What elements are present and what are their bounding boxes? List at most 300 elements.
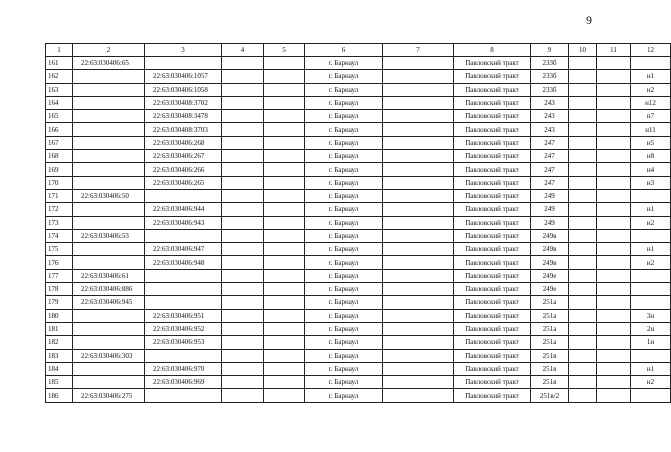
- table-cell: [569, 70, 597, 83]
- table-cell: 22:63:030406:943: [145, 216, 222, 229]
- table-cell: [222, 309, 264, 322]
- table-row: [46, 123, 671, 136]
- table-row: [46, 96, 671, 109]
- table-cell: [222, 349, 264, 362]
- table-cell: 181: [46, 322, 73, 335]
- table-header-row: [46, 44, 671, 57]
- table-row: [46, 283, 671, 296]
- table-row: [46, 243, 671, 256]
- table-row: [46, 189, 671, 202]
- table-cell: [145, 389, 222, 402]
- table-row: [46, 309, 671, 322]
- table-cell: [597, 322, 631, 335]
- table-cell: 22:63:030406:953: [145, 336, 222, 349]
- table-cell: 183: [46, 349, 73, 362]
- table-row: [46, 389, 671, 402]
- table-cell: 166: [46, 123, 73, 136]
- table-cell: н11: [631, 123, 671, 136]
- table-cell: [631, 349, 671, 362]
- table-cell: 174: [46, 229, 73, 242]
- table-cell: [383, 96, 454, 109]
- table-cell: 251в: [531, 362, 569, 375]
- table-cell: [569, 83, 597, 96]
- table-cell: [222, 96, 264, 109]
- table-cell: [569, 216, 597, 229]
- table-cell: [264, 243, 305, 256]
- table-cell: 251в: [531, 349, 569, 362]
- table-cell: 22:63:030406:275: [73, 389, 145, 402]
- table-cell: Павловский тракт: [454, 123, 531, 136]
- table-cell: [222, 389, 264, 402]
- table-cell: Павловский тракт: [454, 243, 531, 256]
- table-cell: [264, 256, 305, 269]
- table-cell: [569, 123, 597, 136]
- table-cell: н8: [631, 150, 671, 163]
- table-cell: [145, 349, 222, 362]
- table-cell: 170: [46, 176, 73, 189]
- table-cell: [383, 322, 454, 335]
- table-cell: г. Барнаул: [305, 203, 383, 216]
- table-cell: г. Барнаул: [305, 176, 383, 189]
- table-cell: 22:63:030406:303: [73, 349, 145, 362]
- table-cell: [73, 176, 145, 189]
- table-cell: Павловский тракт: [454, 322, 531, 335]
- table-cell: 22:63:030406:886: [73, 283, 145, 296]
- table-cell: 182: [46, 336, 73, 349]
- table-cell: 165: [46, 110, 73, 123]
- page-number: 9: [586, 13, 592, 27]
- table-cell: [264, 229, 305, 242]
- table-cell: [222, 229, 264, 242]
- table-cell: 176: [46, 256, 73, 269]
- table-cell: Павловский тракт: [454, 309, 531, 322]
- table-cell: 243: [531, 96, 569, 109]
- table-cell: [264, 123, 305, 136]
- table-cell: [264, 150, 305, 163]
- table-cell: 233б: [531, 70, 569, 83]
- table-cell: [597, 70, 631, 83]
- table-cell: [264, 203, 305, 216]
- table-cell: 251а: [531, 296, 569, 309]
- table-cell: [73, 336, 145, 349]
- table-cell: г. Барнаул: [305, 243, 383, 256]
- table-cell: Павловский тракт: [454, 83, 531, 96]
- table-cell: [383, 349, 454, 362]
- table-cell: [569, 229, 597, 242]
- table-cell: н12: [631, 96, 671, 109]
- column-header: 9: [531, 44, 569, 57]
- table-cell: 22:63:030408:3702: [145, 96, 222, 109]
- table-cell: г. Барнаул: [305, 96, 383, 109]
- table-cell: [73, 136, 145, 149]
- table-cell: 2н: [631, 322, 671, 335]
- table-cell: [222, 163, 264, 176]
- table-cell: 186: [46, 389, 73, 402]
- table-cell: 163: [46, 83, 73, 96]
- table-cell: г. Барнаул: [305, 150, 383, 163]
- table-cell: 251в: [531, 376, 569, 389]
- table-cell: 180: [46, 309, 73, 322]
- table-cell: [383, 123, 454, 136]
- table-cell: н3: [631, 176, 671, 189]
- table-cell: 22:63:030406:948: [145, 256, 222, 269]
- table-cell: г. Барнаул: [305, 362, 383, 375]
- table-cell: 22:63:030408:3478: [145, 110, 222, 123]
- table-cell: [264, 83, 305, 96]
- table-cell: [597, 309, 631, 322]
- table-cell: [597, 110, 631, 123]
- table-cell: н2: [631, 216, 671, 229]
- table-cell: 1н: [631, 336, 671, 349]
- table-cell: [145, 189, 222, 202]
- table-cell: [383, 309, 454, 322]
- table-cell: [383, 189, 454, 202]
- table-cell: [73, 362, 145, 375]
- table-cell: [383, 83, 454, 96]
- table-cell: [264, 336, 305, 349]
- table-cell: г. Барнаул: [305, 110, 383, 123]
- table-cell: [569, 376, 597, 389]
- table-row: [46, 176, 671, 189]
- table-cell: [597, 189, 631, 202]
- table-cell: г. Барнаул: [305, 309, 383, 322]
- table-cell: [383, 296, 454, 309]
- table-cell: 249в: [531, 243, 569, 256]
- table-cell: [569, 57, 597, 70]
- table-cell: [73, 70, 145, 83]
- table-cell: 22:63:030406:970: [145, 362, 222, 375]
- table-cell: Павловский тракт: [454, 110, 531, 123]
- table-cell: [264, 376, 305, 389]
- table-cell: [383, 376, 454, 389]
- table-cell: [264, 57, 305, 70]
- table-cell: 164: [46, 96, 73, 109]
- table-cell: [597, 163, 631, 176]
- column-header: 4: [222, 44, 264, 57]
- table-cell: 249: [531, 203, 569, 216]
- table-cell: 175: [46, 243, 73, 256]
- table-cell: Павловский тракт: [454, 96, 531, 109]
- table-cell: [383, 110, 454, 123]
- table-cell: [597, 57, 631, 70]
- table-cell: 249: [531, 189, 569, 202]
- table-row: [46, 296, 671, 309]
- table-cell: 171: [46, 189, 73, 202]
- table-cell: [597, 123, 631, 136]
- table-cell: [569, 362, 597, 375]
- table-cell: 179: [46, 296, 73, 309]
- table-cell: [73, 110, 145, 123]
- table-cell: г. Барнаул: [305, 216, 383, 229]
- table-cell: [222, 150, 264, 163]
- table-cell: [383, 163, 454, 176]
- table-cell: [222, 176, 264, 189]
- table-cell: [222, 376, 264, 389]
- column-header: 8: [454, 44, 531, 57]
- table-cell: Павловский тракт: [454, 349, 531, 362]
- table-cell: [597, 203, 631, 216]
- table-cell: н2: [631, 256, 671, 269]
- table-cell: н7: [631, 110, 671, 123]
- table-cell: [145, 57, 222, 70]
- table-row: [46, 322, 671, 335]
- table-cell: [383, 70, 454, 83]
- table-cell: 173: [46, 216, 73, 229]
- table-cell: [569, 269, 597, 282]
- table-row: [46, 216, 671, 229]
- table-cell: [569, 243, 597, 256]
- table-cell: [597, 376, 631, 389]
- table-cell: [222, 216, 264, 229]
- table-cell: 22:63:030406:266: [145, 163, 222, 176]
- table-cell: [569, 336, 597, 349]
- table-cell: Павловский тракт: [454, 296, 531, 309]
- table-cell: [264, 163, 305, 176]
- table-cell: 177: [46, 269, 73, 282]
- table-cell: 22:63:030406:265: [145, 176, 222, 189]
- table-cell: [631, 296, 671, 309]
- table-cell: [383, 57, 454, 70]
- table-cell: [631, 283, 671, 296]
- table-cell: Павловский тракт: [454, 150, 531, 163]
- table-cell: Павловский тракт: [454, 216, 531, 229]
- table-cell: 169: [46, 163, 73, 176]
- table-cell: 249: [531, 216, 569, 229]
- table-cell: [222, 70, 264, 83]
- table-cell: [631, 389, 671, 402]
- table-cell: 249е: [531, 283, 569, 296]
- table-cell: Павловский тракт: [454, 57, 531, 70]
- column-header: 7: [383, 44, 454, 57]
- table-cell: [597, 229, 631, 242]
- table-cell: 172: [46, 203, 73, 216]
- table-cell: [73, 309, 145, 322]
- table-cell: [569, 389, 597, 402]
- table-cell: Павловский тракт: [454, 70, 531, 83]
- table-cell: 22:63:030406:50: [73, 189, 145, 202]
- table-cell: 247: [531, 136, 569, 149]
- table-row: [46, 57, 671, 70]
- table-cell: [264, 362, 305, 375]
- table-cell: 22:63:030406:65: [73, 57, 145, 70]
- table-cell: 243: [531, 110, 569, 123]
- table-cell: г. Барнаул: [305, 389, 383, 402]
- table-cell: 162: [46, 70, 73, 83]
- table-cell: [383, 362, 454, 375]
- table-cell: [73, 123, 145, 136]
- table-cell: [597, 336, 631, 349]
- table-cell: [264, 189, 305, 202]
- table-cell: Павловский тракт: [454, 283, 531, 296]
- table-cell: [145, 229, 222, 242]
- table-cell: 251а: [531, 336, 569, 349]
- table-cell: [73, 216, 145, 229]
- table-row: [46, 256, 671, 269]
- table-cell: [383, 229, 454, 242]
- table-cell: г. Барнаул: [305, 322, 383, 335]
- table-cell: [222, 123, 264, 136]
- table-cell: [264, 389, 305, 402]
- table-cell: [222, 136, 264, 149]
- table-cell: [222, 243, 264, 256]
- column-header: 5: [264, 44, 305, 57]
- column-header: 11: [597, 44, 631, 57]
- table-cell: [597, 83, 631, 96]
- table-cell: Павловский тракт: [454, 376, 531, 389]
- table-cell: 233б: [531, 57, 569, 70]
- table-cell: 22:63:030406:268: [145, 136, 222, 149]
- table-cell: 22:63:030406:945: [73, 296, 145, 309]
- table-cell: [597, 389, 631, 402]
- table-cell: 247: [531, 163, 569, 176]
- table-cell: 161: [46, 57, 73, 70]
- table-cell: н2: [631, 376, 671, 389]
- table-cell: г. Барнаул: [305, 349, 383, 362]
- table-cell: 22:63:030406:952: [145, 322, 222, 335]
- table-cell: г. Барнаул: [305, 296, 383, 309]
- table-cell: 22:63:030406:61: [73, 269, 145, 282]
- table-row: [46, 136, 671, 149]
- table-cell: [264, 176, 305, 189]
- table-cell: [569, 110, 597, 123]
- table-cell: 22:63:030406:1058: [145, 83, 222, 96]
- table-cell: [73, 83, 145, 96]
- table-row: [46, 229, 671, 242]
- table-cell: г. Барнаул: [305, 123, 383, 136]
- table-cell: [597, 96, 631, 109]
- table-row: [46, 150, 671, 163]
- property-registry-table: [45, 43, 671, 403]
- table-cell: Павловский тракт: [454, 189, 531, 202]
- table-cell: 22:63:030406:944: [145, 203, 222, 216]
- table-cell: г. Барнаул: [305, 83, 383, 96]
- column-header: 1: [46, 44, 73, 57]
- table-cell: 22:63:030408:3703: [145, 123, 222, 136]
- column-header: 12: [631, 44, 671, 57]
- table-cell: н1: [631, 70, 671, 83]
- table-row: [46, 70, 671, 83]
- table-cell: [145, 269, 222, 282]
- table-row: [46, 336, 671, 349]
- table-cell: [145, 296, 222, 309]
- table-cell: г. Барнаул: [305, 189, 383, 202]
- table-cell: [597, 243, 631, 256]
- table-cell: 249в: [531, 229, 569, 242]
- table-cell: 249е: [531, 269, 569, 282]
- column-header: 6: [305, 44, 383, 57]
- table-cell: [264, 322, 305, 335]
- table-row: [46, 349, 671, 362]
- table-cell: [569, 150, 597, 163]
- table-cell: 167: [46, 136, 73, 149]
- table-cell: [383, 283, 454, 296]
- table-cell: [145, 283, 222, 296]
- table-cell: 22:63:030406:947: [145, 243, 222, 256]
- table-cell: 22:63:030406:969: [145, 376, 222, 389]
- table-cell: г. Барнаул: [305, 269, 383, 282]
- table-cell: [569, 163, 597, 176]
- table-cell: Павловский тракт: [454, 229, 531, 242]
- table-cell: н2: [631, 83, 671, 96]
- table-cell: [383, 150, 454, 163]
- column-header: 10: [569, 44, 597, 57]
- table-row: [46, 110, 671, 123]
- table-cell: [73, 203, 145, 216]
- table-cell: [264, 349, 305, 362]
- table-cell: [73, 243, 145, 256]
- table-cell: 249в: [531, 256, 569, 269]
- table-cell: Павловский тракт: [454, 176, 531, 189]
- table-cell: [597, 362, 631, 375]
- table-cell: г. Барнаул: [305, 283, 383, 296]
- table-row: [46, 269, 671, 282]
- table-cell: [264, 216, 305, 229]
- table-cell: [597, 296, 631, 309]
- table-row: [46, 83, 671, 96]
- table-cell: 22:63:030406:267: [145, 150, 222, 163]
- table-cell: [222, 269, 264, 282]
- table-cell: н1: [631, 243, 671, 256]
- table-cell: [569, 189, 597, 202]
- table-cell: н1: [631, 362, 671, 375]
- table-cell: н5: [631, 136, 671, 149]
- table-cell: [383, 389, 454, 402]
- table-cell: [383, 176, 454, 189]
- table-cell: 3н: [631, 309, 671, 322]
- table-cell: [73, 163, 145, 176]
- table-cell: г. Барнаул: [305, 70, 383, 83]
- table-cell: 251а: [531, 309, 569, 322]
- table-cell: [222, 203, 264, 216]
- table-cell: г. Барнаул: [305, 336, 383, 349]
- table-cell: Павловский тракт: [454, 269, 531, 282]
- table-cell: [569, 176, 597, 189]
- table-cell: [222, 256, 264, 269]
- table-cell: г. Барнаул: [305, 256, 383, 269]
- table-cell: [264, 296, 305, 309]
- table-cell: [569, 322, 597, 335]
- table-cell: 251в/2: [531, 389, 569, 402]
- table-cell: [73, 256, 145, 269]
- table-cell: 233б: [531, 83, 569, 96]
- table-cell: [264, 110, 305, 123]
- table-cell: Павловский тракт: [454, 163, 531, 176]
- table-cell: [383, 269, 454, 282]
- table-cell: Павловский тракт: [454, 362, 531, 375]
- table-row: [46, 376, 671, 389]
- table-cell: [569, 96, 597, 109]
- table-cell: [383, 136, 454, 149]
- table-cell: [222, 283, 264, 296]
- table-cell: [631, 189, 671, 202]
- table-cell: [597, 283, 631, 296]
- table-cell: [73, 376, 145, 389]
- table-cell: 22:63:030406:53: [73, 229, 145, 242]
- table-cell: [222, 57, 264, 70]
- table-cell: [597, 216, 631, 229]
- table-cell: г. Барнаул: [305, 57, 383, 70]
- table-cell: [383, 336, 454, 349]
- table-cell: [73, 322, 145, 335]
- table-cell: н4: [631, 163, 671, 176]
- column-header: 2: [73, 44, 145, 57]
- table-cell: [222, 189, 264, 202]
- table-cell: [597, 150, 631, 163]
- table-cell: Павловский тракт: [454, 336, 531, 349]
- table-cell: [264, 96, 305, 109]
- table-cell: [264, 136, 305, 149]
- table-cell: [222, 362, 264, 375]
